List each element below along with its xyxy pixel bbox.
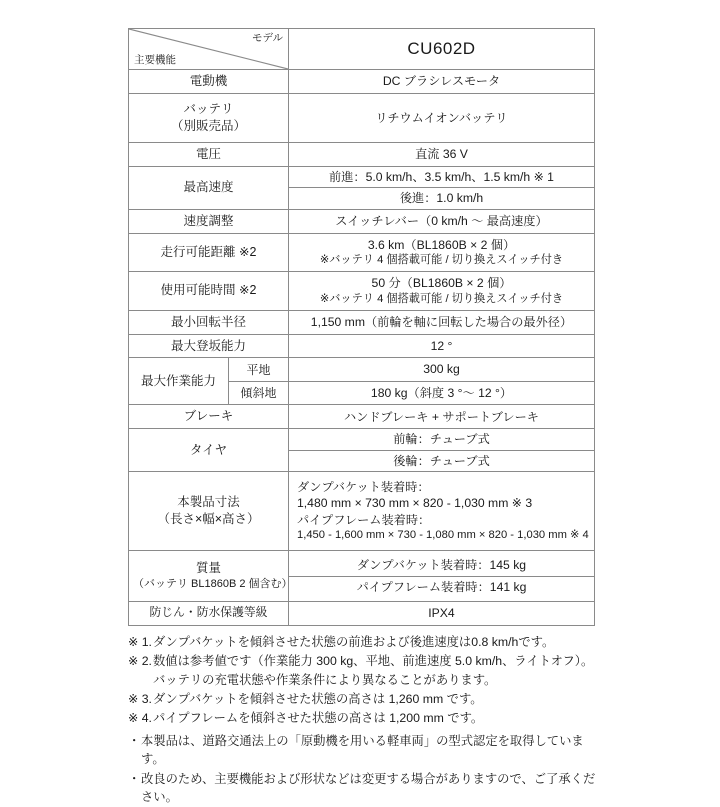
row-value-load-flat: 300 kg: [289, 358, 595, 381]
row-label-turning-radius: 最小回転半径: [129, 310, 289, 334]
table-row: [129, 93, 595, 142]
row-label-weight: [129, 551, 293, 602]
footnote-3: [128, 690, 598, 708]
footnote-3-mark: ※ 3.: [128, 692, 152, 706]
tire-front: 前輪：チューブ式: [289, 429, 594, 450]
row-value-ip-rating: IPX4: [289, 602, 595, 625]
disclaimer-1-mark: ・: [128, 733, 141, 748]
table-row: [129, 602, 595, 625]
runtime-line2: ※バッテリ 4 個搭載可能 / 切り換えスイッチ付き: [319, 292, 564, 305]
row-value-speed-adjust: スイッチレバー（0 km/h ～ 最高速度）: [289, 209, 595, 233]
max-speed-forward: 前進：5.0 km/h、3.5 km/h、1.5 km/h ※ 1: [289, 167, 594, 188]
row-value-brake: ハンドブレーキ + サポートブレーキ: [289, 405, 595, 429]
footnote-3-text: ダンプバケットを傾斜させた状態の高さは 1,260 mm です。: [152, 692, 483, 706]
row-label-max-speed: 最高速度: [129, 166, 289, 209]
tire-rear: 後輪：チューブ式: [393, 453, 490, 468]
table-row: [129, 70, 595, 94]
row-label-brake: ブレーキ: [129, 405, 289, 429]
row-label-max-grade: 最大登坂能力: [129, 334, 289, 358]
row-label-motor: 電動機: [129, 70, 289, 94]
row-value-motor: DC ブラシレスモータ: [289, 70, 595, 94]
row-value-dimensions: [289, 472, 595, 551]
table-row: [129, 551, 595, 602]
table-row: [129, 209, 595, 233]
footnote-2-mark: ※ 2.: [128, 654, 152, 669]
row-value-voltage: 直流 36 V: [289, 142, 595, 166]
footnote-2-text: 数値は参考値です（作業能力 300 kg、平地、前進速度 5.0 km/h、ライトオフ）。バッテリの充電状態や作業条件により異なることがあります。: [152, 654, 594, 687]
max-speed-reverse: 後進：1.0 km/h: [399, 191, 484, 206]
row-value-max-speed: [289, 166, 595, 209]
disclaimer-2-text: 改良のため、主要機能および形状などは変更する場合がありますので、ご了承ください。: [141, 771, 596, 805]
footnote-1: [128, 633, 598, 651]
footnote-2: [128, 652, 598, 689]
row-sublabel-flat: 平地: [229, 358, 289, 381]
runtime-line1: 50 分（BL1860B × 2 個）: [371, 276, 512, 291]
table-row: [129, 334, 595, 358]
row-label-battery-line2: （別販売品）: [170, 118, 246, 133]
row-value-max-grade: 12 °: [289, 334, 595, 358]
row-label-battery: [129, 93, 289, 142]
table-row: [129, 166, 595, 209]
dimensions-pipe-value: 1,450 - 1,600 mm × 730 - 1,080 mm × 820 - 1,030 mm ※ 4: [297, 529, 589, 542]
row-label-voltage: 電圧: [129, 142, 289, 166]
row-label-range: 走行可能距離 ※2: [129, 233, 289, 272]
dimensions-pipe-title: パイプフレーム装着時：: [297, 512, 431, 527]
table-row: [129, 429, 595, 472]
corner-header-cell: [129, 29, 289, 70]
weight-pipe: パイプフレーム装着時：141 kg: [356, 579, 527, 594]
table-row: [129, 310, 595, 334]
table-row: [129, 142, 595, 166]
disclaimer-2-mark: ・: [128, 771, 141, 786]
range-line1: 3.6 km（BL1860B × 2 個）: [367, 237, 516, 252]
range-line2: ※バッテリ 4 個搭載可能 / 切り換えスイッチ付き: [319, 254, 564, 267]
table-row: [129, 472, 595, 551]
weight-label-line2: （バッテリ BL1860B 2 個含む）: [133, 578, 293, 591]
dimensions-dump-title: ダンプバケット装着時：: [297, 479, 430, 494]
table-header-row: [129, 29, 595, 70]
table-row: [129, 358, 595, 381]
row-value-load-slope: 180 kg（斜度 3 °～ 12 °）: [289, 381, 595, 404]
model-name-cell: CU602D: [289, 29, 595, 70]
table-row: [129, 405, 595, 429]
weight-label-line1: 質量: [195, 561, 221, 576]
specification-table: [128, 28, 595, 626]
footnote-1-mark: ※ 1.: [128, 634, 152, 649]
dimensions-dump-value: 1,480 mm × 730 mm × 820 - 1,030 mm ※ 3: [297, 496, 533, 511]
dimensions-label-line2: （長さ×幅×高さ）: [157, 512, 260, 527]
row-value-battery: リチウムイオンバッテリ: [289, 93, 595, 142]
disclaimer-1: [128, 732, 598, 769]
row-value-weight: [289, 551, 595, 602]
row-label-tire: タイヤ: [129, 429, 289, 472]
disclaimer-2: [128, 770, 598, 807]
footnote-1-text: ダンプバケットを傾斜させた状態の前進および後進速度は0.8 km/hです。: [152, 634, 555, 649]
table-row: [129, 272, 595, 311]
corner-function-label: 主要機能: [134, 53, 176, 66]
corner-model-label: モデル: [252, 32, 283, 44]
disclaimer-list: [128, 732, 598, 807]
row-sublabel-slope: 傾斜地: [229, 381, 289, 404]
dimensions-label-line1: 本製品寸法: [177, 495, 240, 510]
row-label-dimensions: [129, 472, 289, 551]
row-label-ip-rating: 防じん・防水保護等級: [129, 602, 289, 625]
footnote-4-mark: ※ 4.: [128, 711, 152, 726]
row-value-runtime: [289, 272, 595, 311]
row-label-speed-adjust: 速度調整: [129, 209, 289, 233]
row-value-turning-radius: 1,150 mm（前輪を軸に回転した場合の最外径）: [289, 310, 595, 334]
weight-dump: ダンプバケット装着時：145 kg: [289, 555, 594, 576]
row-value-range: [289, 233, 595, 272]
footnotes: [128, 633, 598, 807]
row-label-battery-line1: バッテリ: [183, 102, 234, 116]
footnote-4-text: パイプフレームを傾斜させた状態の高さは 1,200 mm です。: [152, 711, 484, 726]
row-value-tire: [289, 429, 595, 472]
row-label-max-load: 最大作業能力: [129, 358, 229, 405]
disclaimer-1-text: 本製品は、道路交通法上の「原動機を用いる軽車両」の型式認定を取得しています。: [141, 733, 584, 767]
table-row: [129, 233, 595, 272]
row-label-runtime: 使用可能時間 ※2: [129, 272, 289, 311]
